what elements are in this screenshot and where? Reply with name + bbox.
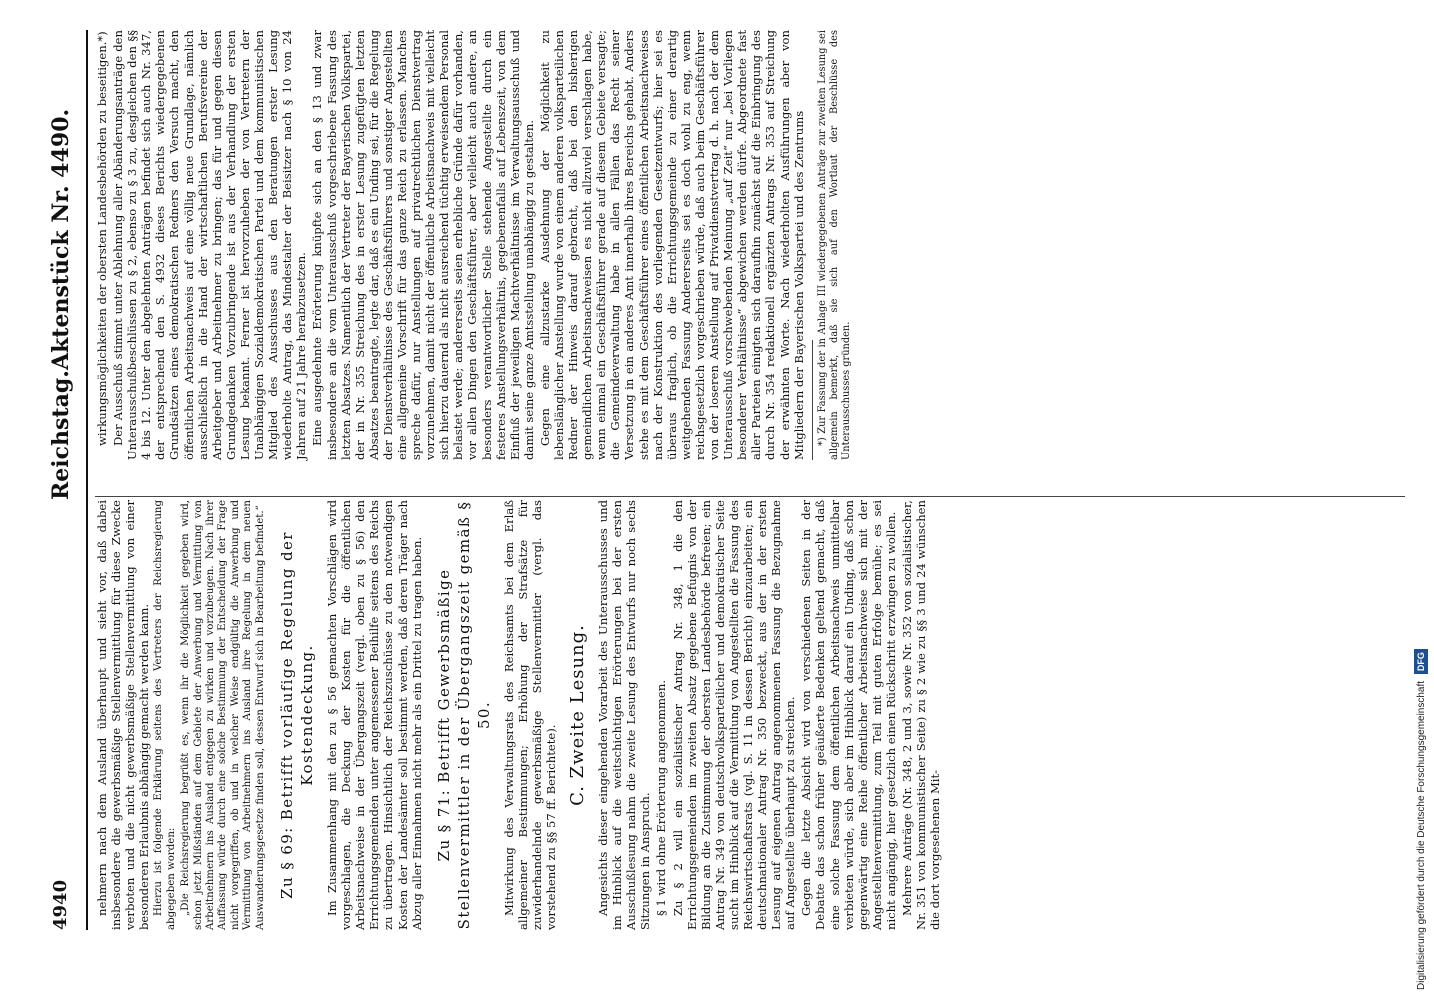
paragraph: Angesichts dieser eingehenden Vorarbeit des Unterausschusses und im Hinblick auf die weitschichtigen Erörterungen bei der ersten Ausschußlesung nahm die zweite Lesung des Entwurfs nur noch sechs Sitzungen in Anspruch. (596, 500, 653, 930)
page-header (40, 30, 80, 930)
paragraph: Der Ausschuß stimmt unter Ablehnung aller Abänderungsanträge den Unterausschußbeschlüssen zu § 2, ebenso zu § 3 zu, desgleichen den §§ 4 bis 12. Unter den abgelehnten Anträgen befindet sich auch Nr. 347, der entsprechend den S. 4932 dieses Berichts wiedergegebenen Grundsätzen eines demokratischen Redners den Versuch macht, den öffentlichen Arbeitsnachweis auf eine völlig neue Grundlage, nämlich ausschließlich in die Hand der wirtschaftlichen Berufsvereine der Arbeitgeber und Arbeitnehmer zu bringen; das für und gegen diesen Grundgedanken Vorzubringende ist aus der Verhandlung der ersten Lesung bekannt. Ferner ist hervorzuheben der von Vertretern der Unabhängigen Sozialdemokratischen Partei und dem kommunistischen Mitglied des Ausschusses aus den Beratungen erster Lesung wiederholte Antrag, das Mindestalter der Beisitzer nach § 10 von 24 Jahren auf 21 Jahre herabzusetzen. (111, 30, 309, 460)
header-title-left: Reichstag. (48, 370, 74, 500)
paragraph: Mitwirkung des Verwaltungsrats des Reichsamts bei dem Erlaß allgemeiner Bestimmungen; Erhöhung der Strafsätze für zuwiderhandelnde gewerbsmäßige Stellenvermittler (vergl. das vorstehend zu §§ 57 ff. Berichtete). (501, 500, 558, 930)
footnote: *) Zur Fassung der in Anlage III wiedergegebenen Anträge zur zweiten Lesung sei allgemein bemerkt, daß sie sich auf den Wortlaut der Beschlüsse des Unterausschusses gründen. (816, 30, 852, 460)
section-heading: Zu § 71: Betrifft Gewerbsmäßige Stellenvermittler in der Übergangszeit gemäß § 50. (434, 500, 493, 930)
header-rule (86, 30, 88, 930)
paragraph: Gegen eine allzustarke Ausdehnung der Möglichkeit zu lebenslänglicher Anstellung wurde von einem anderen volksparteilichen Redner der Hinweis darauf gebracht, daß bei den bisherigen gemeindlichen Arbeitsnachweisen es nicht allzuviel verschlagen habe, wenn einmal ein Geschäftsführer gerade auf diesem Gebiete versagte; die Gemeindeverwaltung habe in allen Fällen das Recht seiner Versetzung in ein anderes Amt innerhalb ihres Bereichs gehabt. Anders stehe es mit dem Geschäftsführer eines öffentlichen Arbeitsnachweises nach der Konstruktion des vorliegenden Gesetzentwurfs; hier sei es überaus fraglich, ob die Errichtungsgemeinde zu einer derartig weitgehenden Fassung Andererseits sei es doch wohl zu eng, wenn reichsgesetzlich vorgeschrieben würde, daß auch beim Geschäftsführer von der loseren Anstellung auf Privatdienstvertrag d. h. nach der dem Unterausschuß vorschwebenden Meinung „auf Zeit“ nur „bei Vorliegen besonderer Verhältnisse“ abgewichen werden dürfe. Abgeordnete fast aller Parteien einigten sich daraufhin zunächst auf die Einbringung des durch Nr. 354 redaktionell ergänzten Antrags Nr. 353 auf Streichung der erwähnten Worte. Nach wiederholten Ausführungen aber von Mitgliedern der Bayerischen Volkspartei und des Zentrums (537, 30, 806, 460)
section-heading: Zu § 69: Betrifft vorläufige Regelung der Kostendeckung. (278, 531, 317, 899)
footnote-rule (812, 340, 813, 460)
column-divider (95, 496, 1405, 497)
dfg-logo: DFG (1414, 649, 1428, 674)
section-heading: C. Zweite Lesung. (567, 624, 589, 806)
paragraph: Mehrere Anträge (Nr. 348, 2 und 3, sowie Nr. 352 von sozialistischer, Nr. 351 von kommunistischer Seite) zu § 2 wie zu §§ 3 und 24 wünschen die dort vorgesehenen Mit- (900, 500, 943, 930)
page-number: 4940 (50, 879, 71, 930)
credit-text: Digitalisierung gefördert durch die Deutsche Forschungsgemeinschaft (1416, 680, 1427, 990)
left-column (95, 500, 944, 930)
paragraph: nehmern nach dem Ausland überhaupt und sieht vor, daß dabei insbesondere die gewerbsmäßige Stellenvermittlung für diese Zwecke verboten und die nicht gewerbsmäßige Stellenvermittlung von einer besonderen Erlaubnis abhängig gemacht werden kann. (95, 500, 152, 930)
quote-paragraph: „Die Reichsregierung begrüßt es, wenn ihr die Möglichkeit gegeben wird, schon jetzt Mißständen auf dem Gebiete der Anwerbung und Vermittlung von Arbeitnehmern ins Ausland entgegen zu wirken und vorzubeugen. Nach ihrer Auffassung würde durch eine solche Bestimmung der Entscheidung der Frage nicht vorgegriffen, ob und in welcher Weise endgültig die Anwerbung und Vermittlung von Arbeitnehmern ins Ausland ihre Regelung in dem neuen Auswanderungsgesetze finden soll, dessen Entwurf sich in Bearbeitung befindet.“ (180, 500, 266, 930)
right-column (95, 30, 855, 460)
paragraph: Zu § 2 will ein sozialistischer Antrag Nr. 348, 1 die den Errichtungsgemeinden im zweiten Absatz gegebene Befugnis von der Bildung an die Zustimmung der obersten Landesbehörde befreien; ein Antrag Nr. 349 von deutschvolksparteilicher und demokratischer Seite sucht im Hinblick auf die Vermittlung von Angestellten die Fassung des Reichswirtschaftsrats (vgl. S. 11 in dessen Bericht) einzuarbeiten; ein deutschnationaler Antrag Nr. 350 bezweckt, aus der in der ersten Lesung auf eigenen Antrag angenommenen Fassung die Bezugnahme auf Angestellte überhaupt zu streichen. (670, 500, 798, 930)
paragraph: Hierzu ist folgende Erklärung seitens des Vertreters der Reichsregierung abgegeben worden: (153, 500, 177, 930)
paragraph: Eine ausgedehnte Erörterung knüpfte sich an den § 13 und zwar insbesondere an die vom Unterausschuß vorgeschriebene Fassung des letzten Absatzes. Namentlich der Vertreter der Bayerischen Volkspartei, der in Nr. 355 Streichung des in erster Lesung zugefügten letzten Absatzes beantragte, legte dar, daß es ein Unding sei, für die Regelung der Dienstverhältnisse des Geschäftsführers und sonstiger Angestellten eine allgemeine Vorschrift für das ganze Reich zu erlassen. Manches spreche dafür, nur Anstellungen auf privatrechtlichen Dienstvertrag vorzunehmen, damit nicht der öffentliche Arbeitsnachweis mit vielleicht sich hierzu dauernd als nicht ausreichend tüchtig erweisendem Personal belastet werde; andererseits seien erhebliche Gründe dafür vorhanden, vor allen Dingen den Geschäftsführer, aber vielleicht auch andere, an besonders verantwortlicher Stelle stehende Angestellte durch ein festeres Anstellungsverhältnis, gegebenenfalls auf Lebenszeit, von dem Einfluß der jeweiligen Machtverhältnisse im Verwaltungsausschuß und damit seine ganze Amtsstellung unabhängig zu gestalten. (310, 30, 536, 460)
header-title-right: Aktenstück Nr. 4490. (48, 108, 74, 370)
paragraph: § 1 wird ohne Erörterung angenommen. (654, 679, 669, 916)
paragraph: Im Zusammenhang mit den zu § 56 gemachten Vorschlägen wird vorgeschlagen, die Deckung der Kosten für die öffentlichen Arbeitsnachweise in der Übergangszeit (vergl. oben zu § 56) den Errichtungsgemeinden unter angemessener Beihilfe seitens des Reichs zu übertragen. Hinsichtlich der Reichszuschüsse zu den notwendigen Kosten der Landesämter soll bestimmt werden, daß deren Träger nach Abzug aller Einnahmen nicht mehr als ein Drittel zu tragen haben. (325, 500, 424, 930)
digitization-credit (1413, 10, 1431, 990)
paragraph: wirkungsmöglichkeiten der obersten Landesbehörden zu beseitigen.*) (95, 31, 109, 446)
paragraph: Gegen die letzte Absicht wird von verschiedenen Seiten in der Debatte das schon früher geäußerte Bedenken geltend gemacht, daß eine solche Fassung dem öffentlichen Arbeitsnachweis unmittelbar verbieten würde, sich aber im Hinblick darauf ein Unding, daß schon gegenwärtig eine Reihe öffentlicher Arbeitsnachweise sich mit der Angestelltenvermittlung, zum Teil mit guten Erfolge bemühe; es sei nicht angängig, hier gesetzlich einen Rückschritt erzwingen zu wollen. (799, 500, 898, 930)
